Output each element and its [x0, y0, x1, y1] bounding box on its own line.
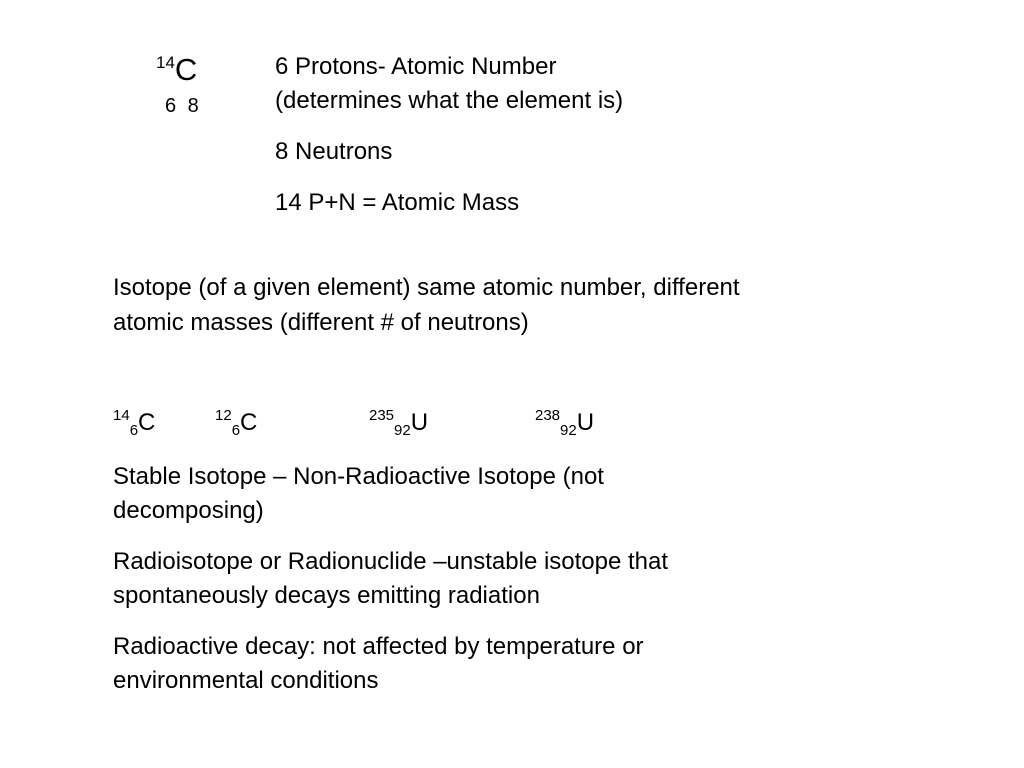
isotope-atomic-number: 92	[560, 422, 577, 439]
isotope-mass-number: 235	[369, 407, 395, 424]
atomic-mass-line: 14 P+N = Atomic Mass	[275, 189, 520, 216]
carbon-14-notation	[156, 50, 197, 95]
stable-isotope-line2: decomposing)	[113, 497, 264, 524]
radioactive-decay-line1: Radioactive decay: not affected by temperature or	[113, 633, 644, 660]
isotope-mass-number: 14	[113, 407, 130, 424]
isotope-symbol: C	[138, 409, 156, 436]
protons-line: 6 Protons- Atomic Number	[275, 53, 557, 80]
neutrons-line: 8 Neutrons	[275, 138, 393, 165]
isotope-mass-number: 238	[535, 407, 561, 424]
stable-isotope-line1: Stable Isotope – Non-Radioactive Isotope (not	[113, 463, 604, 490]
radioisotope-line2: spontaneously decays emitting radiation	[113, 582, 540, 609]
isotope-atomic-number: 92	[394, 422, 411, 439]
radioisotope-line1: Radioisotope or Radionuclide –unstable isotope that	[113, 548, 669, 575]
isotope-uranium-238	[535, 406, 594, 443]
isotope-carbon-12	[215, 406, 257, 443]
isotope-uranium-235	[369, 406, 428, 443]
isotope-atomic-number: 6	[129, 422, 139, 439]
isotope-symbol: U	[576, 409, 595, 436]
protons-note: (determines what the element is)	[275, 87, 624, 114]
element-symbol: C	[174, 52, 198, 87]
isotope-definition-line2: atomic masses (different # of neutrons)	[113, 309, 529, 336]
mass-number: 14	[156, 53, 175, 72]
isotope-mass-number: 12	[215, 407, 232, 424]
isotope-definition-line1: Isotope (of a given element) same atomic number, different	[113, 274, 740, 301]
proton-neutron-counts: 6 8	[165, 95, 199, 117]
isotope-carbon-14	[113, 406, 155, 443]
isotope-atomic-number: 6	[231, 422, 241, 439]
isotope-symbol: U	[410, 409, 429, 436]
isotope-symbol: C	[240, 409, 258, 436]
radioactive-decay-line2: environmental conditions	[113, 667, 379, 694]
